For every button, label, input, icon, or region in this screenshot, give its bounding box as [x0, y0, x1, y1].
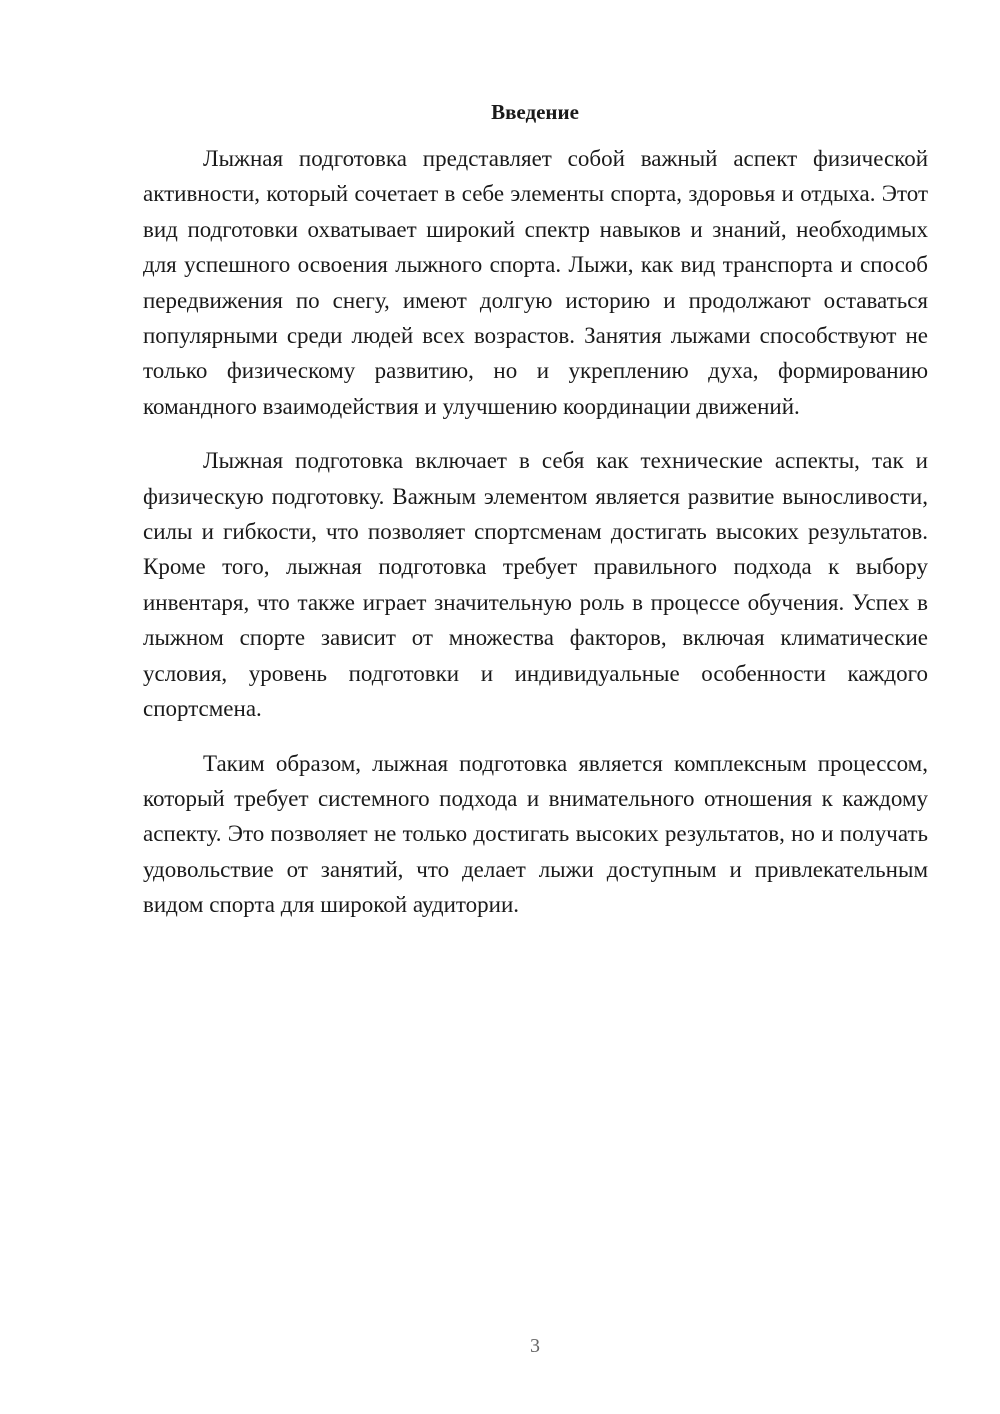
section-heading: Введение — [491, 100, 579, 124]
paragraph-1: Лыжная подготовка представляет собой важный аспект физической активности, который сочетает в себе элементы спорта, здоровья и отдыха. Этот вид подготовки охватывает широкий спектр навыков и знаний, необходимых для успешного освоения лыжного спорта. Лыжи, как вид транспорта и способ передвижения по снегу, имеют долгую историю и продолжают оставаться популярными среди людей всех возрастов. Занятия лыжами способствуют не только физическому развитию, но и укреплению духа, формированию командного взаимодействия и улучшению координации движений. — [143, 146, 928, 419]
page-number: 3 — [530, 1335, 540, 1357]
paragraph-2: Лыжная подготовка включает в себя как технические аспекты, так и физическую подготовку. Важным элементом является развитие выносливости, силы и гибкости, что позволяет спортсменам достигать высоких результатов. Кроме того, лыжная подготовка требует правильного подхода к выбору инвентаря, что также играет значительную роль в процессе обучения. Успех в лыжном спорте зависит от множества факторов, включая климатические условия, уровень подготовки и индивидуальные особенности каждого спортсмена. — [143, 448, 928, 722]
paragraph-3: Таким образом, лыжная подготовка является комплексным процессом, который требует системного подхода и внимательного отношения к каждому аспекту. Это позволяет не только достигать высоких результатов, но и получать удовольствие от занятий, что делает лыжи доступным и привлекательным видом спорта для широкой аудитории. — [143, 750, 928, 918]
body-text — [143, 141, 928, 942]
